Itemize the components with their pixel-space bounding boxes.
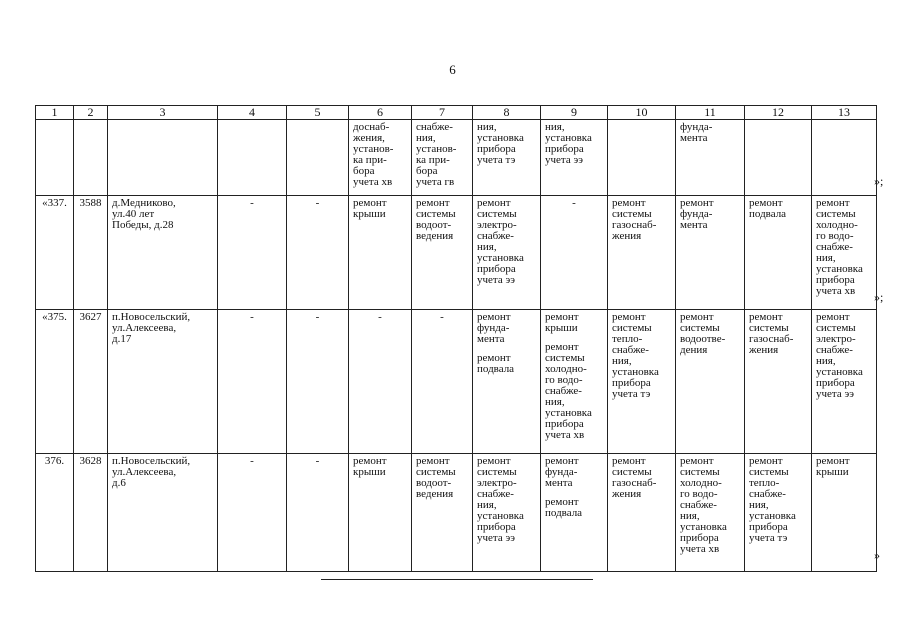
work-cell: ремонт системы газоснаб- жения [608, 196, 676, 310]
address-cell [108, 120, 218, 196]
work-cell: ремонт системы газоснаб- жения [608, 454, 676, 572]
column-number: 11 [676, 106, 745, 120]
house-code [74, 120, 108, 196]
work-cell [287, 120, 349, 196]
column-number: 2 [74, 106, 108, 120]
column-number: 7 [412, 106, 473, 120]
column-number: 9 [541, 106, 608, 120]
work-cell: ремонт системы электро- снабже- ния, установка прибора учета ээ [812, 310, 877, 454]
row-number: «375. [36, 310, 74, 454]
table-row [36, 310, 877, 454]
column-number: 5 [287, 106, 349, 120]
work-cell: ремонт системы электро- снабже- ния, установка прибора учета ээ [473, 454, 541, 572]
work-cell: доснаб- жения, установ- ка при- бора учета хв [349, 120, 412, 196]
work-cell: ремонт фунда- мента ремонт подвала [541, 454, 608, 572]
work-cell: - [287, 454, 349, 572]
footer-separator-line [321, 579, 593, 580]
column-number: 10 [608, 106, 676, 120]
work-cell: ремонт системы тепло- снабже- ния, установка прибора учета тэ [745, 454, 812, 572]
work-cell: снабже- ния, установ- ка при- бора учета гв [412, 120, 473, 196]
work-cell: ремонт системы тепло- снабже- ния, установка прибора учета тэ [608, 310, 676, 454]
work-cell: ремонт крыши [349, 196, 412, 310]
column-number: 13 [812, 106, 877, 120]
work-cell [812, 120, 877, 196]
work-cell: ремонт системы электро- снабже- ния, установка прибора учета ээ [473, 196, 541, 310]
row-number: 376. [36, 454, 74, 572]
page-number: 6 [449, 62, 456, 77]
work-cell: фунда- мента [676, 120, 745, 196]
work-cell: - [287, 310, 349, 454]
address-cell: д.Медниково, ул.40 лет Победы, д.28 [108, 196, 218, 310]
row-number [36, 120, 74, 196]
work-cell: ния, установка прибора учета ээ [541, 120, 608, 196]
work-cell: ремонт крыши [812, 454, 877, 572]
work-cell [745, 120, 812, 196]
row-closing-quote: »; [874, 290, 884, 304]
house-code: 3627 [74, 310, 108, 454]
address-cell: п.Новосельский, ул.Алексеева, д.6 [108, 454, 218, 572]
house-code: 3628 [74, 454, 108, 572]
column-number: 8 [473, 106, 541, 120]
work-cell: ремонт крыши [349, 454, 412, 572]
column-number: 1 [36, 106, 74, 120]
work-cell: ремонт системы водоотве- дения [676, 310, 745, 454]
work-cell: - [287, 196, 349, 310]
work-cell: ремонт системы водоот- ведения [412, 454, 473, 572]
work-cell: ремонт фунда- мента [676, 196, 745, 310]
work-cell: ния, установка прибора учета тэ [473, 120, 541, 196]
row-closing-quote: »; [874, 174, 884, 188]
work-cell [608, 120, 676, 196]
column-number: 12 [745, 106, 812, 120]
work-cell: - [218, 454, 287, 572]
work-cell: ремонт системы холодно- го водо- снабже- ния, установка прибора учета хв [812, 196, 877, 310]
address-cell: п.Новосельский, ул.Алексеева, д.17 [108, 310, 218, 454]
row-number: «337. [36, 196, 74, 310]
column-number: 6 [349, 106, 412, 120]
work-cell: - [349, 310, 412, 454]
table-row [36, 196, 877, 310]
work-cell [218, 120, 287, 196]
work-cell: ремонт системы газоснаб- жения [745, 310, 812, 454]
work-cell: - [412, 310, 473, 454]
table-row [36, 120, 877, 196]
work-cell: ремонт системы водоот- ведения [412, 196, 473, 310]
work-cell: ремонт фунда- мента ремонт подвала [473, 310, 541, 454]
work-cell: ремонт системы холодно- го водо- снабже- ния, установка прибора учета хв [676, 454, 745, 572]
column-number-row [36, 106, 877, 120]
work-cell: - [541, 196, 608, 310]
column-number: 3 [108, 106, 218, 120]
house-code: 3588 [74, 196, 108, 310]
work-cell: - [218, 196, 287, 310]
column-number: 4 [218, 106, 287, 120]
repair-schedule-table [35, 105, 877, 572]
row-closing-quote: » [874, 548, 880, 562]
work-cell: - [218, 310, 287, 454]
work-cell: ремонт крыши ремонт системы холодно- го водо- снабже- ния, установка прибора учета хв [541, 310, 608, 454]
table-row [36, 454, 877, 572]
work-cell: ремонт подвала [745, 196, 812, 310]
